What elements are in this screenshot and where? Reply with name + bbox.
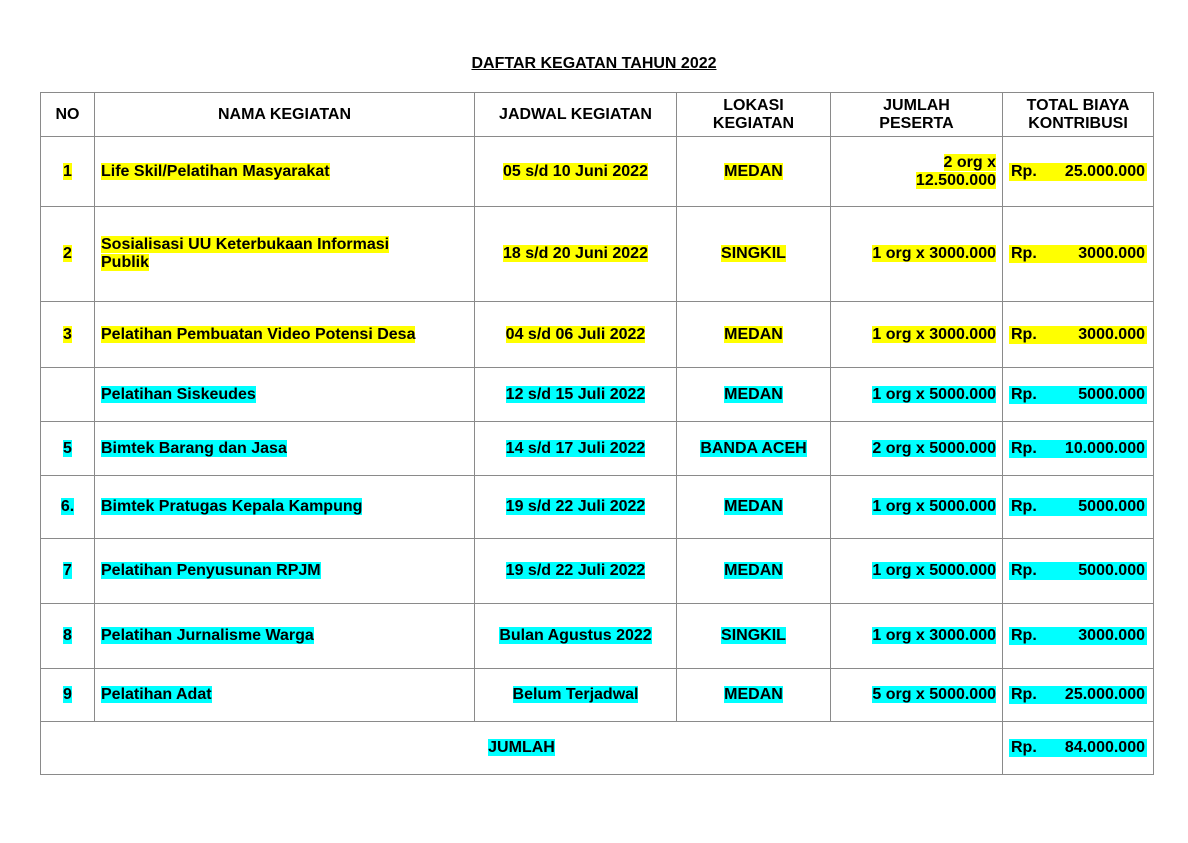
total-currency: Rp. xyxy=(1011,739,1037,756)
row-nama xyxy=(95,368,475,422)
row-lokasi-text: MEDAN xyxy=(724,325,783,343)
row-no-text: 2 xyxy=(63,245,72,262)
row-biaya xyxy=(1003,539,1154,604)
row-jadwal-text: Belum Terjadwal xyxy=(512,686,639,703)
row-biaya xyxy=(1003,422,1154,476)
row-jadwal-text: 19 s/d 22 Juli 2022 xyxy=(505,498,646,515)
row-biaya xyxy=(1003,302,1154,368)
row-nama xyxy=(95,476,475,539)
row-peserta-text: 1 org x 3000.000 xyxy=(872,245,996,262)
row-no xyxy=(41,368,95,422)
row-jadwal-text: 12 s/d 15 Juli 2022 xyxy=(505,385,646,403)
row-no-text: 8 xyxy=(63,627,72,644)
row-jadwal xyxy=(475,476,677,539)
row-jadwal xyxy=(475,207,677,302)
row-biaya xyxy=(1003,368,1154,422)
row-jadwal-text: 14 s/d 17 Juli 2022 xyxy=(505,439,646,457)
row-peserta xyxy=(831,604,1003,669)
row-no xyxy=(41,604,95,669)
header-jumlah xyxy=(831,93,1003,137)
row-peserta-text: 1 org x 5000.000 xyxy=(872,498,996,515)
row-jadwal-text: Bulan Agustus 2022 xyxy=(499,627,652,644)
table-row xyxy=(41,368,1154,422)
row-no xyxy=(41,302,95,368)
row-peserta xyxy=(831,422,1003,476)
row-lokasi xyxy=(677,604,831,669)
row-jadwal xyxy=(475,368,677,422)
row-biaya-currency: Rp. xyxy=(1011,562,1037,579)
row-peserta xyxy=(831,669,1003,722)
row-biaya-currency: Rp. xyxy=(1011,162,1037,180)
row-lokasi-text: MEDAN xyxy=(724,686,783,703)
row-biaya-value: 3000.000 xyxy=(1078,627,1145,644)
row-biaya xyxy=(1003,476,1154,539)
row-nama-text: Bimtek Pratugas Kepala Kampung xyxy=(101,498,363,515)
row-nama-line1: Sosialisasi UU Keterbukaan Informasi xyxy=(101,236,390,253)
row-nama-text: Pelatihan Jurnalisme Warga xyxy=(101,627,314,644)
row-nama xyxy=(95,604,475,669)
row-biaya-value: 3000.000 xyxy=(1078,325,1145,343)
row-nama-text: Life Skil/Pelatihan Masyarakat xyxy=(101,162,330,180)
row-biaya-currency: Rp. xyxy=(1011,439,1037,457)
row-no-text: 9 xyxy=(63,686,72,703)
row-lokasi xyxy=(677,302,831,368)
row-peserta-text: 1 org x 3000.000 xyxy=(872,325,996,343)
header-total xyxy=(1003,93,1154,137)
row-lokasi xyxy=(677,207,831,302)
row-jadwal xyxy=(475,669,677,722)
row-biaya-currency: Rp. xyxy=(1011,385,1037,403)
row-no xyxy=(41,137,95,207)
row-biaya xyxy=(1003,604,1154,669)
table-row xyxy=(41,207,1154,302)
row-nama-text: Pelatihan Penyusunan RPJM xyxy=(101,562,321,579)
row-no xyxy=(41,476,95,539)
row-jadwal-text: 05 s/d 10 Juni 2022 xyxy=(503,162,648,180)
table-row xyxy=(41,422,1154,476)
row-peserta-text: 1 org x 5000.000 xyxy=(872,385,996,403)
row-no-text: 1 xyxy=(63,162,72,180)
row-biaya-value: 5000.000 xyxy=(1078,385,1145,403)
row-lokasi xyxy=(677,137,831,207)
row-biaya-currency: Rp. xyxy=(1011,325,1037,343)
table-row xyxy=(41,476,1154,539)
row-peserta-text: 2 org x 5000.000 xyxy=(872,439,996,457)
row-lokasi-text: SINGKIL xyxy=(721,627,786,644)
row-lokasi xyxy=(677,476,831,539)
header-no: NO xyxy=(41,93,95,137)
row-nama xyxy=(95,539,475,604)
row-no-text: 5 xyxy=(63,439,72,457)
row-nama-text: Pelatihan Siskeudes xyxy=(101,385,256,403)
row-jadwal xyxy=(475,302,677,368)
table-header-row xyxy=(41,93,1154,137)
header-jadwal: JADWAL KEGIATAN xyxy=(475,93,677,137)
total-biaya xyxy=(1003,722,1154,775)
row-biaya-value: 25.000.000 xyxy=(1064,162,1145,180)
row-nama xyxy=(95,422,475,476)
row-peserta-text: 1 org x 3000.000 xyxy=(872,627,996,644)
row-peserta xyxy=(831,476,1003,539)
row-biaya xyxy=(1003,669,1154,722)
header-jumlah-line1: JUMLAH xyxy=(883,96,950,114)
row-nama-line2: Publik xyxy=(101,254,150,271)
table-row xyxy=(41,604,1154,669)
row-jadwal xyxy=(475,539,677,604)
row-biaya-value: 25.000.000 xyxy=(1064,686,1145,703)
row-lokasi xyxy=(677,669,831,722)
header-lokasi xyxy=(677,93,831,137)
row-peserta xyxy=(831,207,1003,302)
row-nama xyxy=(95,207,475,302)
row-jadwal xyxy=(475,604,677,669)
row-jadwal xyxy=(475,137,677,207)
header-jumlah-line2: PESERTA xyxy=(879,114,954,132)
header-total-line2: KONTRIBUSI xyxy=(1028,114,1128,132)
row-no-text: 6. xyxy=(60,498,75,515)
row-peserta-line1: 2 org x xyxy=(943,153,996,171)
total-label: JUMLAH xyxy=(488,739,555,756)
row-nama-text: Bimtek Barang dan Jasa xyxy=(101,439,287,457)
header-total-line1: TOTAL BIAYA xyxy=(1026,96,1130,114)
table-row xyxy=(41,302,1154,368)
row-lokasi xyxy=(677,422,831,476)
row-peserta-line2: 12.500.000 xyxy=(915,171,996,189)
row-lokasi-text: MEDAN xyxy=(724,498,783,515)
row-nama-text: Pelatihan Adat xyxy=(101,686,212,703)
document-title-text: DAFTAR KEGATAN TAHUN 2022 xyxy=(471,55,717,72)
row-lokasi-text: MEDAN xyxy=(724,385,783,403)
row-lokasi xyxy=(677,539,831,604)
row-jadwal xyxy=(475,422,677,476)
document-title xyxy=(0,55,1188,73)
table-row xyxy=(41,137,1154,207)
row-biaya-value: 5000.000 xyxy=(1078,562,1145,579)
total-row xyxy=(41,722,1154,775)
row-lokasi xyxy=(677,368,831,422)
row-biaya-value: 10.000.000 xyxy=(1064,439,1145,457)
row-lokasi-text: SINGKIL xyxy=(721,245,786,262)
row-peserta xyxy=(831,539,1003,604)
row-nama-text: Pelatihan Pembuatan Video Potensi Desa xyxy=(101,325,416,343)
table-row xyxy=(41,539,1154,604)
row-peserta xyxy=(831,368,1003,422)
header-nama: NAMA KEGIATAN xyxy=(95,93,475,137)
row-biaya-currency: Rp. xyxy=(1011,498,1037,515)
row-biaya-currency: Rp. xyxy=(1011,245,1037,262)
row-biaya-value: 5000.000 xyxy=(1078,498,1145,515)
total-value: 84.000.000 xyxy=(1064,739,1145,756)
row-peserta-text: 1 org x 5000.000 xyxy=(872,562,996,579)
header-lokasi-line2: KEGIATAN xyxy=(712,114,795,132)
row-no-text: 3 xyxy=(63,325,72,343)
row-peserta xyxy=(831,137,1003,207)
row-jadwal-text: 18 s/d 20 Juni 2022 xyxy=(503,245,648,262)
row-jadwal-text: 19 s/d 22 Juli 2022 xyxy=(505,562,646,579)
row-peserta-text: 5 org x 5000.000 xyxy=(872,686,996,703)
row-lokasi-text: MEDAN xyxy=(724,562,783,579)
row-lokasi-text: BANDA ACEH xyxy=(700,439,807,457)
row-no xyxy=(41,207,95,302)
row-biaya-currency: Rp. xyxy=(1011,627,1037,644)
row-biaya-value: 3000.000 xyxy=(1078,245,1145,262)
header-lokasi-line1: LOKASI xyxy=(723,96,784,114)
row-lokasi-text: MEDAN xyxy=(724,162,783,180)
row-biaya-currency: Rp. xyxy=(1011,686,1037,703)
table-row xyxy=(41,669,1154,722)
row-nama xyxy=(95,669,475,722)
total-label-cell xyxy=(41,722,1003,775)
row-no xyxy=(41,669,95,722)
row-nama xyxy=(95,137,475,207)
row-biaya xyxy=(1003,207,1154,302)
row-nama xyxy=(95,302,475,368)
row-no-text: 7 xyxy=(63,562,72,579)
row-jadwal-text: 04 s/d 06 Juli 2022 xyxy=(505,325,646,343)
row-no xyxy=(41,539,95,604)
row-peserta xyxy=(831,302,1003,368)
activity-table xyxy=(40,92,1154,775)
row-no xyxy=(41,422,95,476)
row-biaya xyxy=(1003,137,1154,207)
